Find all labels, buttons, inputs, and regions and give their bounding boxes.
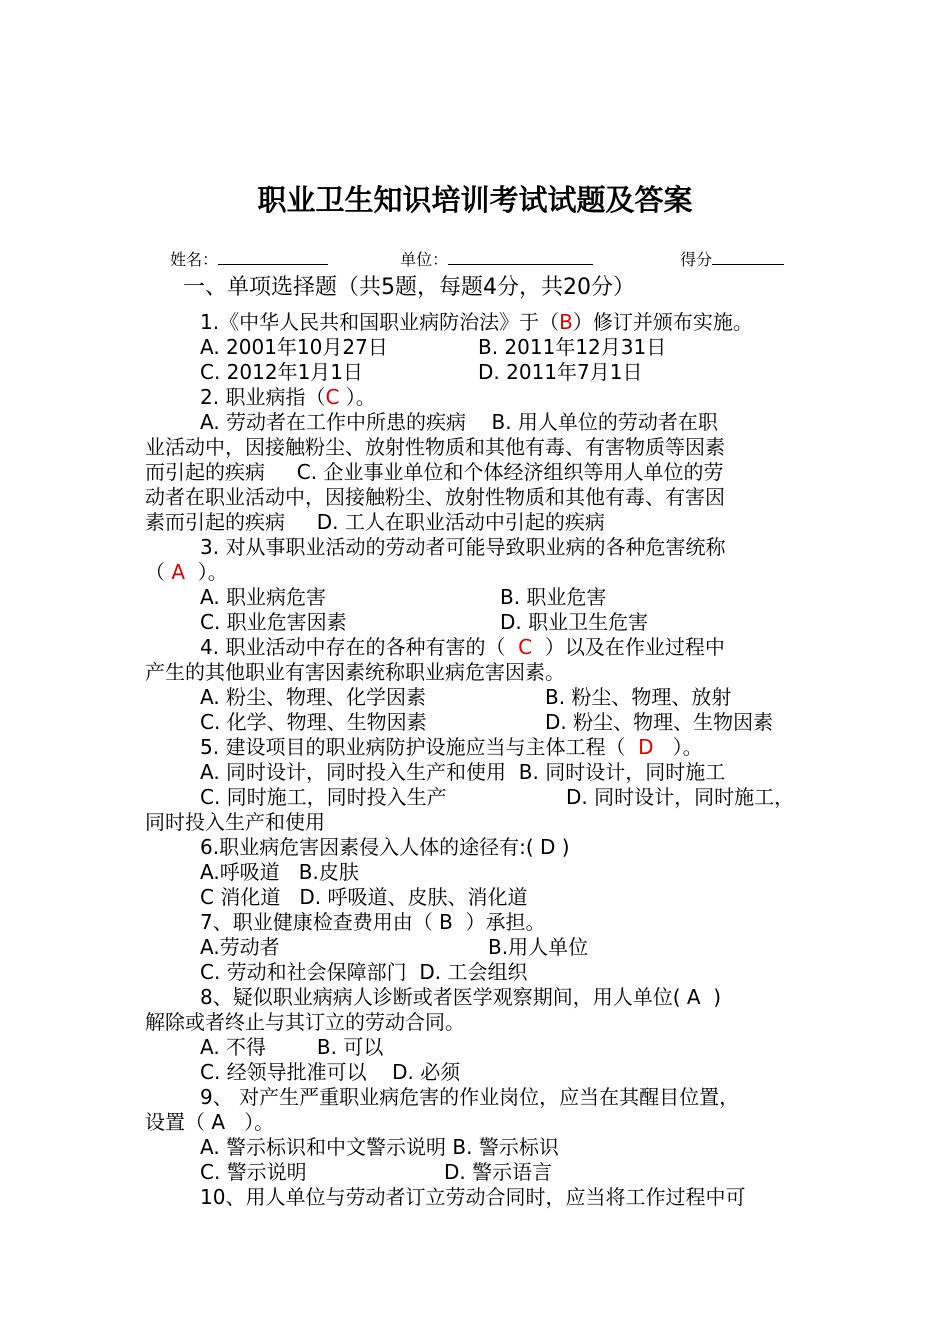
- text-segment: 2. 职业病指（: [200, 385, 326, 409]
- text-line: [200, 1035, 383, 1059]
- score-field: [670, 228, 784, 270]
- name-blank: [218, 250, 328, 265]
- text-line: [200, 910, 546, 934]
- text-line: [145, 1110, 274, 1134]
- text-line: [444, 1160, 552, 1184]
- text-segment: 设置（ A ）。: [145, 1110, 275, 1134]
- unit-blank: [448, 250, 593, 265]
- text-line: [478, 335, 666, 359]
- score-blank: [712, 250, 784, 265]
- text-line: [200, 585, 326, 609]
- text-segment: 1.《中华人民共和国职业病防治法》于（: [200, 310, 560, 334]
- text-segment: D. 警示语言: [444, 1160, 553, 1184]
- text-line: [200, 935, 280, 959]
- text-segment: C. 经领导批准可以 D. 必须: [200, 1060, 461, 1084]
- text-segment: A. 同时设计，同时投入生产和使用 B. 同时设计，同时施工: [200, 760, 726, 784]
- unit-field: [390, 228, 593, 270]
- text-segment: ）。: [339, 385, 376, 409]
- text-segment: 7、职业健康检查费用由（ B ）承担。: [200, 910, 546, 934]
- text-segment: 10、用人单位与劳动者订立劳动合同时，应当将工作过程中可: [200, 1185, 746, 1209]
- text-segment: A. 劳动者在工作中所患的疾病 B. 用人单位的劳动者在职: [200, 410, 718, 434]
- text-segment: （: [145, 560, 172, 584]
- text-line: [545, 710, 773, 734]
- text-segment: 业活动中，因接触粉尘、放射性物质和其他有毒、有害物质等因素: [145, 435, 725, 459]
- answer-mark: C: [325, 385, 340, 409]
- text-line: [200, 610, 347, 634]
- text-segment: 6.职业病危害因素侵入人体的途径有:( D ): [200, 835, 570, 859]
- text-line: [200, 1135, 559, 1159]
- text-segment: D. 2011年7月1日: [478, 360, 643, 384]
- text-line: [200, 835, 570, 859]
- text-line: [200, 860, 359, 884]
- text-segment: A.劳动者: [200, 935, 280, 959]
- text-line: [145, 510, 605, 534]
- text-segment: B. 职业危害: [500, 585, 607, 609]
- text-segment: B.用人单位: [488, 935, 589, 959]
- document-title: 职业卫生知识培训考试试题及答案: [257, 183, 693, 217]
- text-line: [145, 560, 228, 584]
- name-field: [160, 228, 328, 270]
- text-line: [200, 335, 388, 359]
- text-segment: A. 职业病危害: [200, 585, 327, 609]
- text-segment: C. 警示说明: [200, 1160, 307, 1184]
- text-segment: ）。: [185, 560, 228, 584]
- text-segment: D. 粉尘、物理、生物因素: [545, 710, 774, 734]
- section-heading: 一、单项选择题（共5题，每题4分，共20分）: [183, 275, 635, 300]
- text-segment: 素而引起的疾病 D. 工人在职业活动中引起的疾病: [145, 510, 605, 534]
- text-line: [488, 935, 588, 959]
- text-line: [200, 385, 376, 409]
- text-segment: A. 粉尘、物理、化学因素: [200, 685, 427, 709]
- text-segment: C. 2012年1月1日: [200, 360, 364, 384]
- text-segment: 解除或者终止与其订立的劳动合同。: [145, 1010, 465, 1034]
- text-line: [200, 735, 703, 759]
- text-segment: 8、疑似职业病病人诊断或者医学观察期间，用人单位( A ): [200, 985, 722, 1009]
- text-segment: ）。: [653, 735, 703, 759]
- text-segment: 4. 职业活动中存在的各种有害的（: [200, 635, 519, 659]
- text-line: [500, 610, 648, 634]
- answer-mark: A: [171, 560, 186, 584]
- text-segment: B. 粉尘、物理、放射: [545, 685, 732, 709]
- text-line: [145, 1010, 465, 1034]
- text-segment: A.呼吸道 B.皮肤: [200, 860, 359, 884]
- text-segment: C. 化学、物理、生物因素: [200, 710, 427, 734]
- text-line: [145, 485, 725, 509]
- text-segment: ）以及在作业过程中: [532, 635, 725, 659]
- text-segment: C. 劳动和社会保障部门 D. 工会组织: [200, 960, 528, 984]
- text-segment: 9、 对产生严重职业病危害的作业岗位，应当在其醒目位置，: [200, 1085, 740, 1109]
- answer-mark: B: [559, 310, 573, 334]
- text-segment: 动者在职业活动中，因接触粉尘、放射性物质和其他有毒、有害因: [145, 485, 725, 509]
- answer-mark: C: [518, 635, 533, 659]
- text-segment: C. 职业危害因素: [200, 610, 347, 634]
- text-line: [478, 360, 642, 384]
- text-line: [200, 885, 528, 909]
- text-segment: 而引起的疾病 C. 企业事业单位和个体经济组织等用人单位的劳: [145, 460, 724, 484]
- text-line: [200, 1185, 745, 1209]
- text-line: [500, 585, 606, 609]
- text-line: [145, 435, 725, 459]
- text-segment: 5. 建设项目的职业病防护设施应当与主体工程（: [200, 735, 639, 759]
- text-line: [145, 660, 565, 684]
- text-line: [200, 960, 528, 984]
- name-label: 姓名：: [170, 250, 219, 269]
- text-line: [566, 785, 794, 809]
- text-segment: A. 不得 B. 可以: [200, 1035, 384, 1059]
- text-line: [200, 1160, 307, 1184]
- text-line: [200, 535, 725, 559]
- answer-mark: D: [638, 735, 654, 759]
- score-label: 得分: [680, 250, 713, 269]
- text-line: [545, 685, 731, 709]
- text-segment: ）修订并颁布实施。: [572, 310, 753, 334]
- text-segment: B. 2011年12月31日: [478, 335, 667, 359]
- text-segment: D. 职业卫生危害: [500, 610, 649, 634]
- text-line: [200, 410, 718, 434]
- text-segment: C. 同时施工，同时投入生产: [200, 785, 447, 809]
- text-line: [200, 760, 725, 784]
- text-line: [145, 460, 723, 484]
- text-segment: A. 2001年10月27日: [200, 335, 388, 359]
- text-segment: 产生的其他职业有害因素统称职业病危害因素。: [145, 660, 565, 684]
- text-segment: C 消化道 D. 呼吸道、皮肤、消化道: [200, 885, 528, 909]
- text-line: [200, 360, 363, 384]
- text-line: [200, 1060, 460, 1084]
- text-line: [200, 310, 753, 334]
- text-line: [200, 710, 427, 734]
- text-segment: 3. 对从事职业活动的劳动者可能导致职业病的各种危害统称: [200, 535, 726, 559]
- text-line: [200, 685, 426, 709]
- text-line: [200, 635, 725, 659]
- text-segment: 同时投入生产和使用: [145, 810, 325, 834]
- text-segment: D. 同时设计，同时施工，: [566, 785, 795, 809]
- text-line: [200, 785, 447, 809]
- text-segment: A. 警示标识和中文警示说明 B. 警示标识: [200, 1135, 559, 1159]
- text-line: [200, 1085, 739, 1109]
- text-line: [145, 810, 325, 834]
- text-line: [200, 985, 721, 1009]
- unit-label: 单位：: [400, 250, 449, 269]
